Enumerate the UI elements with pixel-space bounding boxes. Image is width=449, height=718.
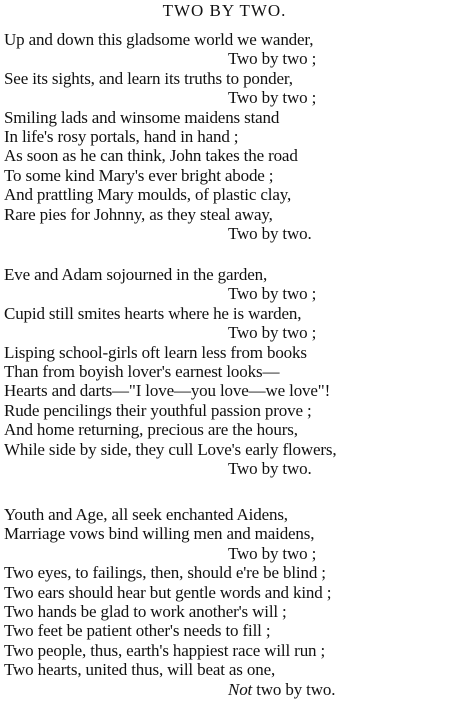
poem-stanza	[4, 30, 449, 243]
poem-line: Cupid still smites hearts where he is warden,	[4, 303, 302, 323]
poem-line: Two people, thus, earth's happiest race will run ;	[4, 640, 326, 660]
poem-line: Up and down this gladsome world we wander,	[4, 30, 314, 49]
poem-line: Two hearts, united thus, will beat as one,	[4, 660, 276, 680]
poem-line: Lisping school-girls oft learn less from books	[4, 342, 307, 362]
poem-line: Eve and Adam sojourned in the garden,	[4, 265, 268, 284]
emphasis-not: Not	[228, 679, 253, 699]
refrain-line: Two by two ;	[228, 323, 317, 343]
poem-line: In life's rosy portals, hand in hand ;	[4, 127, 239, 147]
refrain-line: Not two by two.	[228, 679, 336, 699]
poem-line: To some kind Mary's ever bright abode ;	[4, 165, 274, 185]
refrain-line: Two by two ;	[228, 284, 317, 304]
poem-line: Youth and Age, all seek enchanted Aidens,	[4, 505, 288, 524]
poem-line: Two feet be patient other's needs to fill ;	[4, 621, 271, 641]
refrain-line: Two by two ;	[228, 49, 317, 69]
refrain-line: Two by two.	[228, 459, 312, 479]
poem-line: Two hands be glad to work another's will ;	[4, 602, 287, 622]
poem-line: Rude pencilings their youthful passion prove ;	[4, 400, 312, 420]
poem-line: Two eyes, to failings, then, should e're be blind ;	[4, 563, 326, 583]
poem-stanza	[4, 265, 449, 478]
poem-line: While side by side, they cull Love's early flowers,	[4, 439, 337, 459]
poem-line: Rare pies for Johnny, as they steal away,	[4, 204, 273, 224]
poem-line: And prattling Mary moulds, of plastic clay,	[4, 185, 292, 205]
poem-line: Two ears should hear but gentle words and kind ;	[4, 582, 332, 602]
poem-line: Than from boyish lover's earnest looks—	[4, 362, 280, 382]
poem-line: And home returning, precious are the hours,	[4, 420, 298, 440]
poem-line: Hearts and darts—"I love—you love—we love"!	[4, 381, 331, 401]
refrain-line: Two by two.	[228, 224, 312, 244]
refrain-line: Two by two ;	[228, 543, 317, 563]
poem-title: TWO BY TWO.	[162, 1, 287, 20]
poem-line: As soon as he can think, John takes the road	[4, 146, 298, 166]
refrain-line: Two by two ;	[228, 88, 317, 108]
poem-line: Smiling lads and winsome maidens stand	[4, 107, 280, 127]
poem-line: Marriage vows bind willing men and maidens,	[4, 524, 315, 544]
poem-stanza	[4, 505, 449, 699]
poem-line: See its sights, and learn its truths to ponder,	[4, 68, 293, 88]
